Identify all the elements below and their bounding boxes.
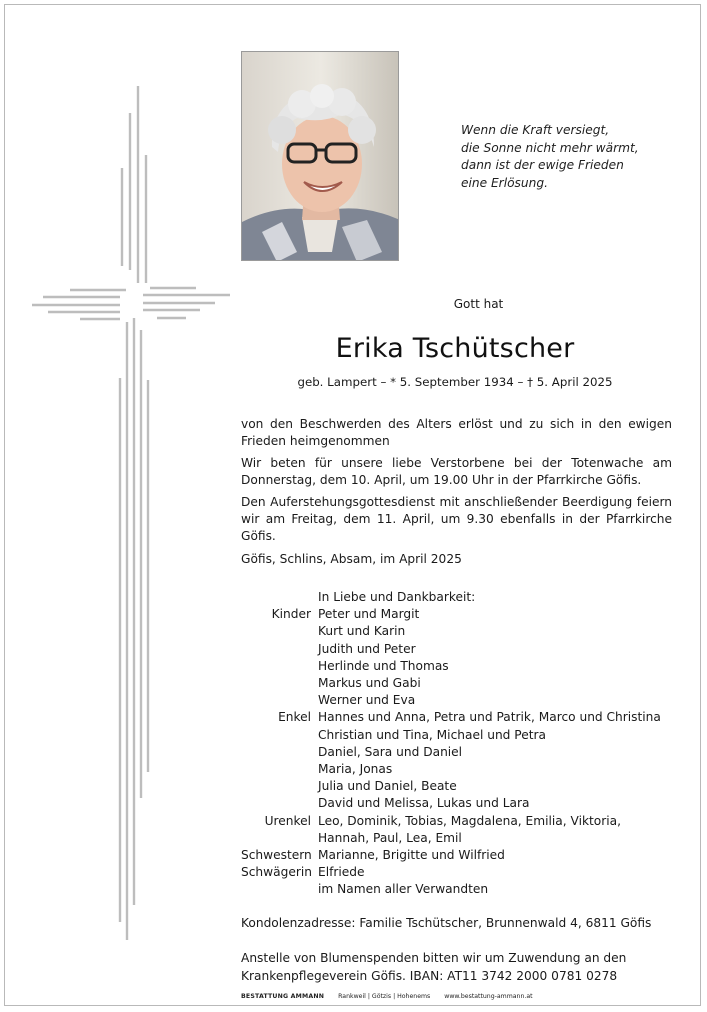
family-label [241, 881, 318, 898]
family-label: Schwestern [241, 848, 312, 863]
family-row [241, 692, 681, 709]
place-date: Göfis, Schlins, Absam, im April 2025 [241, 552, 462, 566]
cross-icon [0, 0, 240, 960]
paragraph-release: von den Beschwerden des Alters erlöst und zu sich in den ewigen Frieden heimgenommen [241, 417, 672, 448]
memorial-quote [461, 122, 651, 192]
family-label [241, 778, 318, 795]
family-row [241, 881, 681, 898]
family-row [241, 778, 681, 795]
family-names: Hannah, Paul, Lea, Emil [318, 830, 462, 845]
quote-line: die Sonne nicht mehr wärmt, [461, 140, 639, 155]
family-label [241, 727, 318, 744]
family-label: Enkel [278, 710, 311, 725]
family-label: Schwägerin [241, 865, 312, 880]
family-row [241, 761, 681, 778]
family-row [241, 864, 681, 881]
donation-line: Krankenpflegeverein Göfis. IBAN: AT11 3742 2000 0781 0278 [241, 968, 618, 983]
deceased-name: Erika Tschütscher [335, 333, 575, 364]
family-label: Urenkel [264, 813, 311, 828]
donation-note [241, 950, 626, 985]
announcement-body [241, 416, 672, 550]
life-dates: geb. Lampert – * 5. September 1934 – † 5. April 2025 [297, 375, 613, 389]
donation-line: Anstelle von Blumenspenden bitten wir um Zuwendung an den [241, 951, 627, 965]
family-names: im Namen aller Verwandten [318, 882, 489, 897]
family-row [241, 709, 681, 726]
family-row [241, 795, 681, 812]
footer-locations: Rankweil | Götzis | Hohenems [338, 993, 431, 1000]
family-row [241, 641, 681, 658]
paragraph-funeral: Den Auferstehungsgottesdienst mit anschließender Beerdigung feiern wir am Freitag, dem 11. April, um 9.30 ebenfalls in der Pfarrkirche Göfis. [241, 495, 672, 543]
family-names: Christian und Tina, Michael und Petra [318, 727, 546, 742]
condolence-address: Kondolenzadresse: Familie Tschütscher, Brunnenwald 4, 6811 Göfis [241, 916, 652, 930]
family-names: Werner und Eva [318, 693, 416, 708]
family-names: Hannes und Anna, Petra und Patrik, Marco und Christina [318, 710, 661, 725]
family-label [241, 623, 318, 640]
paragraph-wake: Wir beten für unsere liebe Verstorbene bei der Totenwache am Donnerstag, dem 10. April, um 19.00 Uhr in der Pfarrkirche Göfis. [241, 456, 672, 487]
family-names: Kurt und Karin [318, 624, 406, 639]
family-names: Marianne, Brigitte und Wilfried [318, 848, 505, 863]
quote-line: eine Erlösung. [461, 175, 548, 190]
family-row [241, 813, 681, 830]
family-row [241, 606, 681, 623]
family-label [241, 761, 318, 778]
family-label [241, 641, 318, 658]
family-names: David und Melissa, Lukas und Lara [318, 796, 530, 811]
family-label [241, 795, 318, 812]
family-row [241, 830, 681, 847]
family-names: Elfriede [318, 865, 365, 880]
family-row [241, 744, 681, 761]
family-row [241, 675, 681, 692]
intro-text: Gott hat [453, 297, 504, 311]
family-list [241, 589, 681, 899]
portrait-photo [241, 51, 399, 261]
footer-imprint [241, 993, 533, 1000]
family-row [241, 623, 681, 640]
footer-url[interactable]: www.bestattung-ammann.at [444, 993, 533, 1000]
family-row [241, 589, 681, 606]
family-label [241, 675, 318, 692]
quote-line: Wenn die Kraft versiegt, [461, 123, 610, 137]
family-row [241, 658, 681, 675]
family-label [241, 589, 318, 606]
family-names: Leo, Dominik, Tobias, Magdalena, Emilia, Viktoria, [318, 813, 621, 828]
family-row [241, 727, 681, 744]
family-names: Maria, Jonas [318, 762, 393, 777]
family-names: Markus und Gabi [318, 676, 421, 691]
family-names: In Liebe und Dankbarkeit: [318, 590, 476, 604]
footer-brand: BESTATTUNG AMMANN [241, 993, 325, 1000]
family-label [241, 830, 318, 847]
family-names: Daniel, Sara und Daniel [318, 744, 463, 759]
family-names: Julia und Daniel, Beate [318, 779, 457, 794]
family-names: Peter und Margit [318, 607, 420, 622]
family-label: Kinder [271, 607, 311, 622]
family-names: Herlinde und Thomas [318, 658, 449, 673]
family-names: Judith und Peter [318, 641, 416, 656]
family-label [241, 692, 318, 709]
family-label [241, 744, 318, 761]
family-row [241, 847, 681, 864]
quote-line: dann ist der ewige Frieden [461, 158, 624, 172]
family-label [241, 658, 318, 675]
